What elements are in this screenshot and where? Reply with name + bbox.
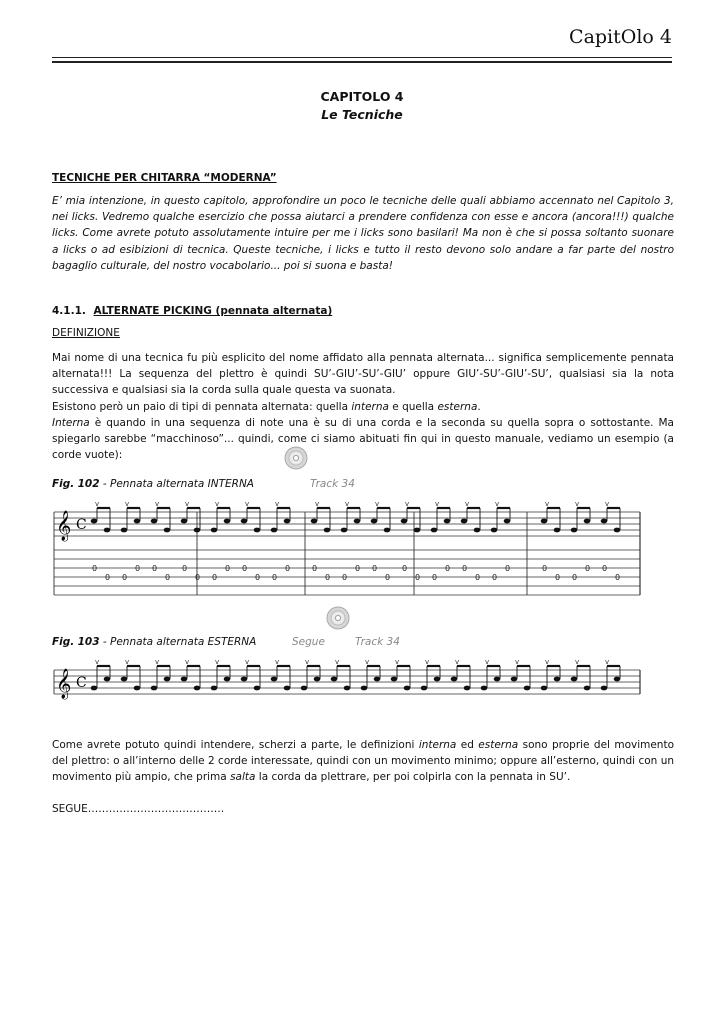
treble-clef: 𝄞 [56, 511, 72, 541]
tab-fret: 0 [122, 573, 128, 582]
tab-fret: 0 [355, 564, 361, 573]
intro-paragraph: E’ mia intenzione, in questo capitolo, approfondire un poco le tecniche delle quali abbiamo accennato nel Capitolo 3, nei licks. Vedremo qualche esercizio che possa aiutarci a prendere confidenza con esse e ancora (ancora!!!) qualche licks. Come avrete potuto assolutamente intuire per me i licks sono basilari! Ma non è che si possa soltanto suonare a licks o ad esibizioni di tecnica. Queste tecniche, i licks e tutto il resto devono solo andare a far parte del nostro bagaglio culturale, del nostro vocabolario... poi si suona e basta! [52, 195, 674, 272]
pick-stroke: v [335, 660, 340, 666]
pick-stroke: v [515, 660, 520, 666]
note-head [311, 519, 318, 524]
tab-fret: 0 [255, 573, 261, 582]
note-head [254, 528, 261, 533]
tab-fret: 0 [182, 564, 188, 573]
pick-stroke: v [185, 660, 190, 666]
note-head [344, 686, 351, 691]
note-head [134, 519, 141, 524]
note-head [194, 686, 201, 691]
note-head [571, 677, 578, 682]
pick-stroke: v [375, 502, 380, 508]
note-head [284, 519, 291, 524]
pick-stroke: v [395, 660, 400, 666]
note-head [614, 677, 621, 682]
pick-stroke: v [605, 502, 610, 508]
tab-fret: 0 [385, 573, 391, 582]
pick-stroke: v [275, 502, 280, 508]
note-head [384, 528, 391, 533]
tab-fret: 0 [462, 564, 468, 573]
tab-fret: 0 [492, 573, 498, 582]
header-rule [52, 57, 672, 58]
tab-fret: 0 [415, 573, 421, 582]
header-rule-thick [52, 61, 672, 63]
note-head [554, 528, 561, 533]
tab-fret: 0 [585, 564, 591, 573]
tab-fret: 0 [475, 573, 481, 582]
chapter-title: CAPITOLO 4 [320, 89, 404, 104]
tab-fret: 0 [325, 573, 331, 582]
note-head [541, 519, 548, 524]
note-head [331, 677, 338, 682]
pick-stroke: v [245, 660, 250, 666]
section-title: TECNICHE PER CHITARRA “MODERNA” [52, 172, 277, 184]
note-head [301, 686, 308, 691]
tab-fret: 0 [105, 573, 111, 582]
tab-fret: 0 [225, 564, 231, 573]
note-head [511, 677, 518, 682]
subsection-heading [52, 305, 332, 317]
note-head [181, 519, 188, 524]
tab-fret: 0 [165, 573, 171, 582]
note-head [104, 677, 111, 682]
note-head [614, 528, 621, 533]
note-head [404, 686, 411, 691]
note-head [374, 677, 381, 682]
note-head [584, 686, 591, 691]
note-head [451, 677, 458, 682]
note-head [91, 686, 98, 691]
note-head [524, 686, 531, 691]
tab-fret: 0 [615, 573, 621, 582]
note-head [601, 686, 608, 691]
music-score-fig-102 [52, 502, 642, 602]
closing-paragraph: Come avrete potuto quindi intendere, scherzi a parte, le definizioni interna ed esterna sono proprie del movimento del plettro: o all’interno delle 2 corde interessate, quindi con un movimento minimo; oppure all’esterno, quindi con un movimento più ampio, che prima salta la corda da plettrare, per poi colpirla con la pennata in SU’. [52, 739, 675, 784]
pick-stroke: v [245, 502, 250, 508]
tab-fret: 0 [542, 564, 548, 573]
tab-fret: 0 [602, 564, 608, 573]
tab-fret: 0 [445, 564, 451, 573]
time-signature: C [76, 517, 87, 533]
tab-fret: 0 [135, 564, 141, 573]
note-head [224, 519, 231, 524]
note-head [314, 677, 321, 682]
pick-stroke: v [465, 502, 470, 508]
chapter-heading [0, 88, 724, 124]
note-head [181, 677, 188, 682]
note-head [584, 519, 591, 524]
pick-stroke: v [95, 660, 100, 666]
def-text-1: Mai nome di una tecnica fu più esplicito del nome affidato alla pennata alternata... significa semplicemente pennata alternata!!! La sequenza del plettro è quindi SU’-GIU’-SU’-GIU’ oppure GIU’-SU’-GIU’-SU’, qualsiasi sia la nota successiva e qualsiasi sia la corda sulla quale questa va suonata. [52, 352, 674, 397]
pick-stroke: v [575, 502, 580, 508]
tab-fret: 0 [402, 564, 408, 573]
pick-stroke: v [425, 660, 430, 666]
tab-fret: 0 [285, 564, 291, 573]
note-head [494, 677, 501, 682]
note-head [461, 519, 468, 524]
pick-stroke: v [485, 660, 490, 666]
segue-label-103: Segue [292, 636, 325, 648]
figure-caption-103: Fig. 103 - Pennata alternata ESTERNA [52, 636, 257, 648]
note-head [401, 519, 408, 524]
note-head [121, 528, 128, 533]
tab-fret: 0 [92, 564, 98, 573]
note-head [464, 686, 471, 691]
music-score-fig-103 [52, 660, 642, 720]
note-head [271, 677, 278, 682]
note-head [474, 528, 481, 533]
pick-stroke: v [185, 502, 190, 508]
note-head [391, 677, 398, 682]
note-head [491, 528, 498, 533]
note-head [421, 686, 428, 691]
tab-fret: 0 [272, 573, 278, 582]
pick-stroke: v [155, 502, 160, 508]
subsection-number: 4.1.1. [52, 305, 86, 317]
note-head [241, 677, 248, 682]
pick-stroke: v [605, 660, 610, 666]
note-head [211, 528, 218, 533]
tab-fret: 0 [432, 573, 438, 582]
pick-stroke: v [125, 502, 130, 508]
pick-stroke: v [305, 660, 310, 666]
pick-stroke: v [215, 660, 220, 666]
note-head [121, 677, 128, 682]
pick-stroke: v [575, 660, 580, 666]
pick-stroke: v [215, 502, 220, 508]
note-head [601, 519, 608, 524]
figure-caption-102: Fig. 102 - Pennata alternata INTERNA [52, 478, 254, 490]
note-head [414, 528, 421, 533]
chapter-subtitle: Le Tecniche [321, 107, 403, 122]
tab-fret: 0 [505, 564, 511, 573]
tab-fret: 0 [212, 573, 218, 582]
tab-fret: 0 [152, 564, 158, 573]
segue-continuation: SEGUE………………………………… [52, 803, 225, 815]
pick-stroke: v [125, 660, 130, 666]
note-head [104, 528, 111, 533]
pick-stroke: v [95, 502, 100, 508]
note-head [164, 528, 171, 533]
audio-cd-icon [326, 606, 350, 630]
subsection-title: ALTERNATE PICKING (pennata alternata) [93, 305, 333, 317]
note-head [554, 677, 561, 682]
note-head [324, 528, 331, 533]
treble-clef: 𝄞 [56, 669, 72, 699]
time-signature: C [76, 675, 87, 691]
tab-fret: 0 [342, 573, 348, 582]
note-head [371, 519, 378, 524]
note-head [271, 528, 278, 533]
note-head [164, 677, 171, 682]
tab-fret: 0 [572, 573, 578, 582]
pick-stroke: v [455, 660, 460, 666]
note-head [91, 519, 98, 524]
note-head [504, 519, 511, 524]
note-head [224, 677, 231, 682]
pick-stroke: v [155, 660, 160, 666]
note-head [211, 686, 218, 691]
pick-stroke: v [435, 502, 440, 508]
note-head [541, 686, 548, 691]
definition-label: DEFINIZIONE [52, 327, 120, 339]
note-head [194, 528, 201, 533]
note-head [254, 686, 261, 691]
running-header: CapitOlo 4 [569, 26, 672, 48]
tab-fret: 0 [242, 564, 248, 573]
pick-stroke: v [495, 502, 500, 508]
pick-stroke: v [275, 660, 280, 666]
tab-fret: 0 [372, 564, 378, 573]
note-head [431, 528, 438, 533]
note-head [134, 686, 141, 691]
track-label-103: Track 34 [355, 636, 400, 648]
note-head [151, 519, 158, 524]
tab-fret: 0 [195, 573, 201, 582]
note-head [151, 686, 158, 691]
pick-stroke: v [345, 502, 350, 508]
note-head [444, 519, 451, 524]
pick-stroke: v [545, 660, 550, 666]
pick-stroke: v [315, 502, 320, 508]
note-head [571, 528, 578, 533]
pick-stroke: v [405, 502, 410, 508]
note-head [284, 686, 291, 691]
track-label-102: Track 34 [310, 478, 355, 490]
pick-stroke: v [365, 660, 370, 666]
note-head [241, 519, 248, 524]
tab-fret: 0 [555, 573, 561, 582]
note-head [481, 686, 488, 691]
definition-paragraph: Mai nome di una tecnica fu più esplicito del nome affidato alla pennata alternata... significa semplicemente pennata alternata!!! La sequenza del plettro è quindi SU’-GIU’-SU’-GIU’ oppure GIU’-SU’-GIU’-SU’, qualsiasi sia la nota successiva e qualsiasi sia la corda sulla quale questa va suonata. Esistono però un paio di tipi di pennata alternata: quella interna e quella esterna. Interna è quando in una sequenza di note una è su di una corda e la seconda su quella sopra o sottostante. Ma spiegarlo sarebbe “macchinoso”... quindi, come ci siamo abituati fin qui in questo manuale, vediamo un esempio (a corde vuote): [52, 352, 674, 462]
note-head [354, 519, 361, 524]
note-head [361, 686, 368, 691]
note-head [341, 528, 348, 533]
note-head [434, 677, 441, 682]
audio-cd-icon [284, 446, 308, 470]
tab-fret: 0 [312, 564, 318, 573]
pick-stroke: v [545, 502, 550, 508]
